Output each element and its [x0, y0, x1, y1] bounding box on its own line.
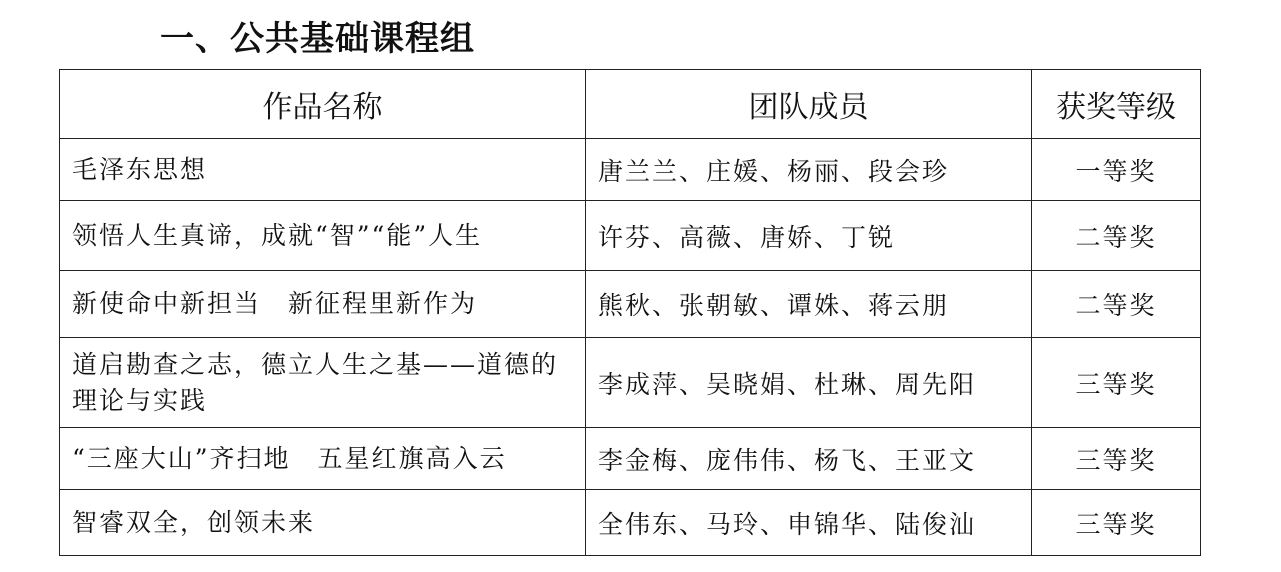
table-row [60, 338, 1201, 428]
table-row [60, 201, 1201, 271]
header-work-name: 作品名称 [60, 70, 586, 139]
table-row [60, 271, 1201, 338]
award-level-cell: 三等奖 [1032, 490, 1201, 556]
table-header-row [60, 70, 1201, 139]
table-row [60, 139, 1201, 201]
work-name-cell: 毛泽东思想 [60, 139, 586, 201]
team-members-cell: 许芬、高薇、唐娇、丁锐 [586, 201, 1032, 271]
work-name-cell: 新使命中新担当 新征程里新作为 [60, 271, 586, 338]
team-members-cell: 全伟东、马玲、申锦华、陆俊汕 [586, 490, 1032, 556]
section-heading: 一、公共基础课程组 [160, 19, 475, 59]
work-name-cell: 智睿双全，创领未来 [60, 490, 586, 556]
award-level-cell: 三等奖 [1032, 428, 1201, 490]
header-team-members: 团队成员 [586, 70, 1032, 139]
header-award-level: 获奖等级 [1032, 70, 1201, 139]
award-level-cell: 二等奖 [1032, 271, 1201, 338]
award-level-cell: 三等奖 [1032, 338, 1201, 428]
award-level-cell: 二等奖 [1032, 201, 1201, 271]
team-members-cell: 熊秋、张朝敏、谭姝、蒋云朋 [586, 271, 1032, 338]
work-name-cell: 道启勘查之志，德立人生之基——道德的理论与实践 [60, 338, 586, 428]
work-name-cell: “三座大山”齐扫地 五星红旗高入云 [60, 428, 586, 490]
awards-table [59, 69, 1201, 556]
work-name-cell: 领悟人生真谛，成就“智”“能”人生 [60, 201, 586, 271]
award-level-cell: 一等奖 [1032, 139, 1201, 201]
team-members-cell: 李金梅、庞伟伟、杨飞、王亚文 [586, 428, 1032, 490]
table-row [60, 428, 1201, 490]
team-members-cell: 李成萍、吴晓娟、杜琳、周先阳 [586, 338, 1032, 428]
table-row [60, 490, 1201, 556]
team-members-cell: 唐兰兰、庄媛、杨丽、段会珍 [586, 139, 1032, 201]
